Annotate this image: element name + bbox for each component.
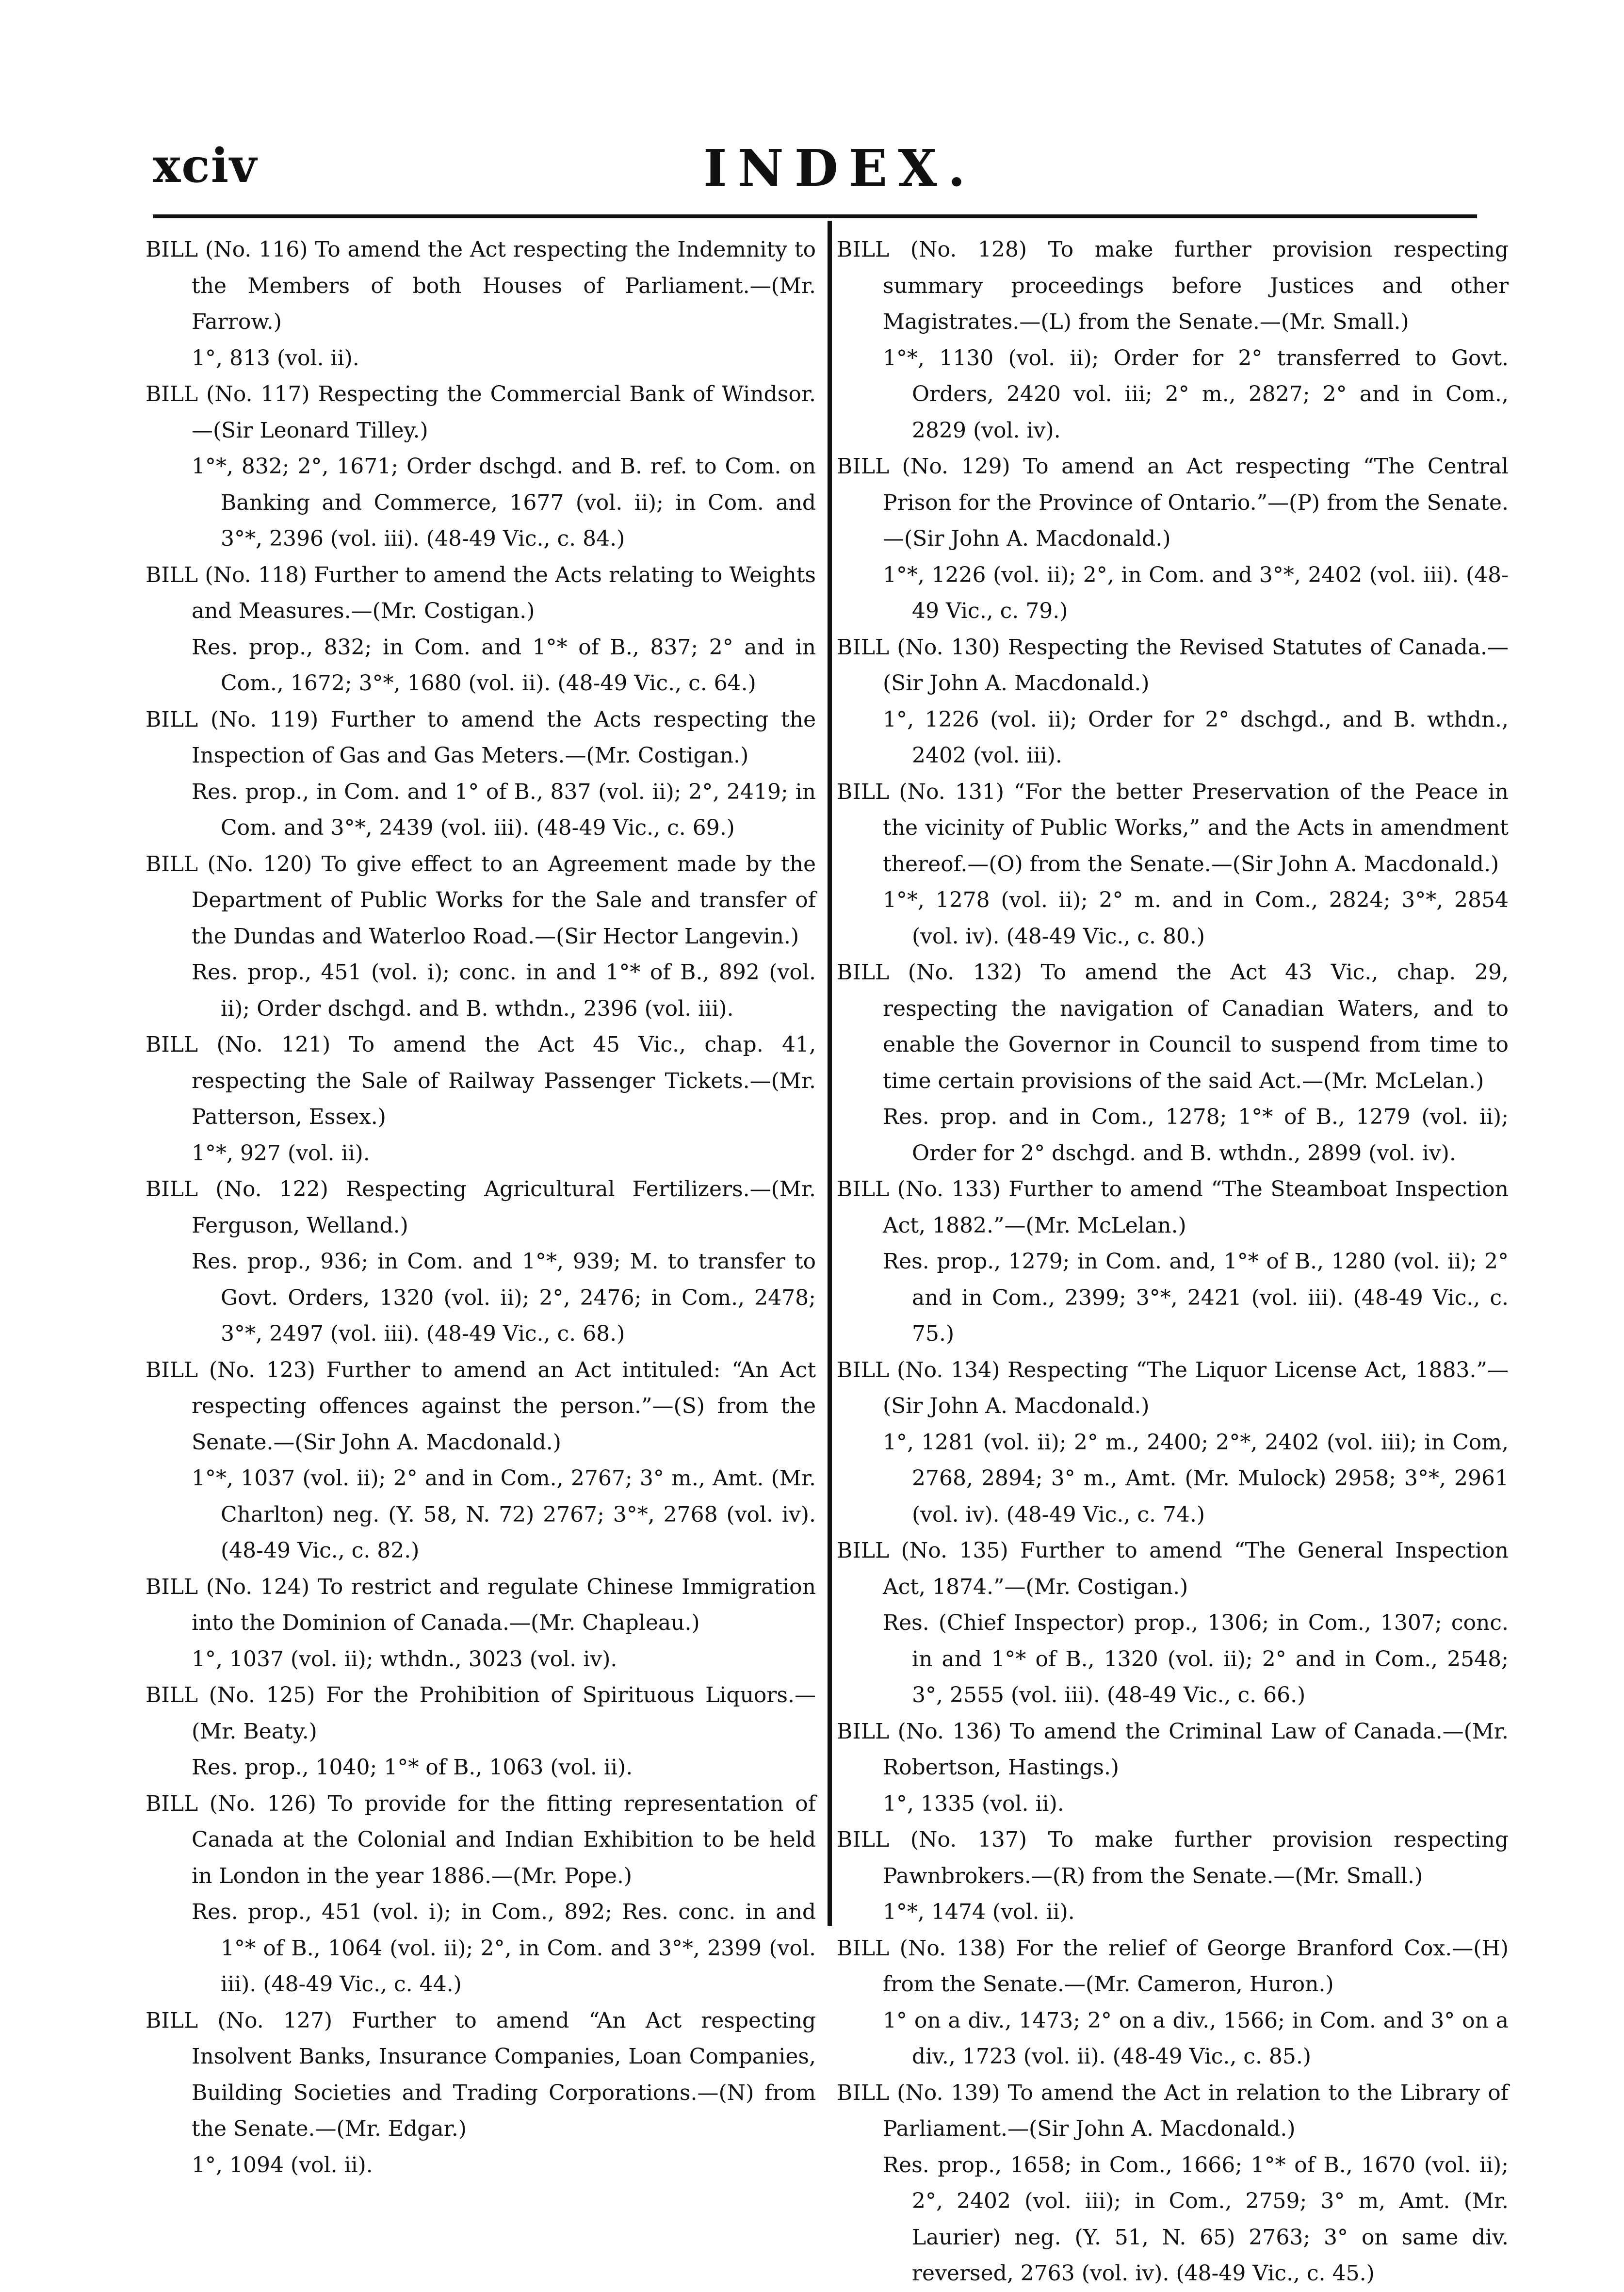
index-entry: BILL (No. 130) Respecting the Revised Statutes of Canada.—(Sir John A. Macdonald.) (837, 634, 1509, 696)
page-title: INDEX. (703, 138, 976, 198)
right-column (837, 232, 1509, 2292)
index-subentry: Res. prop., 1040; 1°* of B., 1063 (vol. ii). (192, 1755, 633, 1780)
index-subentry: 1°, 1281 (vol. ii); 2° m., 2400; 2°*, 2402 (vol. iii); in Com, 2768, 2894; 3° m., Amt. (Mr. Mulock) 2958; 3°*, 2961 (vol. iv). (48-49 Vic., c. 74.) (883, 1430, 1509, 1527)
index-subentry: 1°*, 927 (vol. ii). (192, 1140, 370, 1166)
index-subentry: 1°, 1335 (vol. ii). (883, 1791, 1064, 1816)
index-subentry: 1°, 813 (vol. ii). (192, 345, 359, 371)
index-entry: BILL (No. 139) To amend the Act in relation to the Library of Parliament.—(Sir John A. Macdonald.) (837, 2080, 1509, 2141)
index-entry: BILL (No. 127) Further to amend “An Act respecting Insolvent Banks, Insurance Companies, Loan Companies, Building Societies and Trading Corporations.—(N) from the Senate.—(Mr. Edgar.) (146, 2008, 816, 2141)
index-subentry: 1°*, 832; 2°, 1671; Order dschgd. and B. ref. to Com. on Banking and Commerce, 1677 (vol. ii); in Com. and 3°*, 2396 (vol. iii). (48-49 Vic., c. 84.) (192, 454, 816, 551)
index-entry: BILL (No. 119) Further to amend the Acts respecting the Inspection of Gas and Gas Meters.—(Mr. Costigan.) (146, 707, 816, 768)
index-entry: BILL (No. 137) To make further provision respecting Pawnbrokers.—(R) from the Senate.—(Mr. Small.) (837, 1827, 1509, 1888)
index-entry: BILL (No. 126) To provide for the fitting representation of Canada at the Colonial and Indian Exhibition to be held in London in the year 1886.—(Mr. Pope.) (146, 1791, 816, 1888)
index-subentry: Res. prop., in Com. and 1° of B., 837 (vol. ii); 2°, 2419; in Com. and 3°*, 2439 (vol. iii). (48-49 Vic., c. 69.) (192, 779, 816, 840)
index-subentry: Res. prop. and in Com., 1278; 1°* of B., 1279 (vol. ii); Order for 2° dschgd. and B. wthdn., 2899 (vol. iv). (883, 1105, 1509, 1166)
index-entry: BILL (No. 133) Further to amend “The Steamboat Inspection Act, 1882.”—(Mr. McLelan.) (837, 1177, 1509, 1238)
index-entry: BILL (No. 118) Further to amend the Acts relating to Weights and Measures.—(Mr. Costigan.) (146, 562, 816, 623)
index-entry: BILL (No. 136) To amend the Criminal Law of Canada.—(Mr. Robertson, Hastings.) (837, 1719, 1509, 1780)
index-entry: BILL (No. 122) Respecting Agricultural Fertilizers.—(Mr. Ferguson, Welland.) (146, 1177, 816, 1238)
index-subentry: Res. prop., 936; in Com. and 1°*, 939; M. to transfer to Govt. Orders, 1320 (vol. ii); 2°, 2476; in Com., 2478; 3°*, 2497 (vol. iii). (48-49 Vic., c. 68.) (192, 1249, 816, 1346)
index-entry: BILL (No. 125) For the Prohibition of Spirituous Liquors.—(Mr. Beaty.) (146, 1683, 816, 1744)
page-number: xciv (153, 138, 258, 193)
index-entry: BILL (No. 128) To make further provision respecting summary proceedings before Justices and other Magistrates.—(L) from the Senate.—(Mr. Small.) (837, 237, 1509, 334)
index-entry: BILL (No. 134) Respecting “The Liquor License Act, 1883.”—(Sir John A. Macdonald.) (837, 1357, 1509, 1418)
left-column (146, 232, 816, 2183)
index-subentry: 1°*, 1037 (vol. ii); 2° and in Com., 2767; 3° m., Amt. (Mr. Charlton) neg. (Y. 58, N. 72) 2767; 3°*, 2768 (vol. iv). (48-49 Vic., c. 82.) (192, 1466, 816, 1563)
index-subentry: Res. (Chief Inspector) prop., 1306; in Com., 1307; conc. in and 1°* of B., 1320 (vol. ii); 2° and in Com., 2548; 3°, 2555 (vol. iii). (48-49 Vic., c. 66.) (883, 1610, 1509, 1707)
index-subentry: 1°*, 1278 (vol. ii); 2° m. and in Com., 2824; 3°*, 2854 (vol. iv). (48-49 Vic., c. 80.) (883, 888, 1509, 949)
index-subentry: 1°*, 1130 (vol. ii); Order for 2° transferred to Govt. Orders, 2420 vol. iii; 2° m., 2827; 2° and in Com., 2829 (vol. iv). (883, 345, 1509, 443)
index-subentry: 1°*, 1226 (vol. ii); 2°, in Com. and 3°*, 2402 (vol. iii). (48-49 Vic., c. 79.) (883, 562, 1509, 623)
index-subentry: 1°, 1226 (vol. ii); Order for 2° dschgd., and B. wthdn., 2402 (vol. iii). (883, 707, 1509, 768)
index-entry: BILL (No. 131) “For the better Preservation of the Peace in the vicinity of Public Works,” and the Acts in amendment thereof.—(O) from the Senate.—(Sir John A. Macdonald.) (837, 779, 1509, 877)
index-subentry: Res. prop., 832; in Com. and 1°* of B., 837; 2° and in Com., 1672; 3°*, 1680 (vol. ii). (48-49 Vic., c. 64.) (192, 634, 816, 696)
index-subentry: 1°, 1094 (vol. ii). (192, 2152, 373, 2178)
index-entry: BILL (No. 121) To amend the Act 45 Vic., chap. 41, respecting the Sale of Railway Passenger Tickets.—(Mr. Patterson, Essex.) (146, 1032, 816, 1129)
index-entry: BILL (No. 124) To restrict and regulate Chinese Immigration into the Dominion of Canada.—(Mr. Chapleau.) (146, 1574, 816, 1635)
index-entry: BILL (No. 123) Further to amend an Act intituled: “An Act respecting offences against the person.”—(S) from the Senate.—(Sir John A. Macdonald.) (146, 1357, 816, 1455)
index-entry: BILL (No. 129) To amend an Act respecting “The Central Prison for the Province of Ontario.”—(P) from the Senate.—(Sir John A. Macdonald.) (837, 454, 1509, 551)
index-entry: BILL (No. 116) To amend the Act respecting the Indemnity to the Members of both Houses of Parliament.—(Mr. Farrow.) (146, 237, 816, 334)
index-subentry: Res. prop., 1279; in Com. and, 1°* of B., 1280 (vol. ii); 2° and in Com., 2399; 3°*, 2421 (vol. iii). (48-49 Vic., c. 75.) (883, 1249, 1509, 1346)
index-subentry: 1°, 1037 (vol. ii); wthdn., 3023 (vol. iv). (192, 1646, 617, 1672)
index-entry: BILL (No. 117) Respecting the Commercial Bank of Windsor.—(Sir Leonard Tilley.) (146, 382, 816, 443)
index-subentry: 1° on a div., 1473; 2° on a div., 1566; in Com. and 3° on a div., 1723 (vol. ii). (48-49 Vic., c. 85.) (883, 2008, 1509, 2069)
index-subentry: Res. prop., 1658; in Com., 1666; 1°* of B., 1670 (vol. ii); 2°, 2402 (vol. iii); in Com., 2759; 3° m, Amt. (Mr. Laurier) neg. (Y. 51, N. 65) 2763; 3° on same div. reversed, 2763 (vol. iv). (48-49 Vic., c. 45.) (883, 2152, 1509, 2286)
index-entry: BILL (No. 138) For the relief of George Branford Cox.—(H) from the Senate.—(Mr. Cameron, Huron.) (837, 1935, 1509, 1997)
column-divider (828, 221, 832, 1926)
index-subentry: Res. prop., 451 (vol. i); in Com., 892; Res. conc. in and 1°* of B., 1064 (vol. ii); 2°, in Com. and 3°*, 2399 (vol. iii). (48-49 Vic., c. 44.) (192, 1900, 816, 1997)
index-subentry: Res. prop., 451 (vol. i); conc. in and 1°* of B., 892 (vol. ii); Order dschgd. and B. wthdn., 2396 (vol. iii). (192, 960, 816, 1021)
header-rule (153, 214, 1477, 218)
index-entry: BILL (No. 132) To amend the Act 43 Vic., chap. 29, respecting the navigation of Canadian Waters, and to enable the Governor in Council to suspend from time to time certain provisions of the said Act.—(Mr. McLelan.) (837, 960, 1509, 1093)
index-entry: BILL (No. 135) Further to amend “The General Inspection Act, 1874.”—(Mr. Costigan.) (837, 1538, 1509, 1599)
index-entry: BILL (No. 120) To give effect to an Agreement made by the Department of Public Works for the Sale and transfer of the Dundas and Waterloo Road.—(Sir Hector Langevin.) (146, 851, 816, 949)
index-subentry: 1°*, 1474 (vol. ii). (883, 1900, 1075, 1924)
